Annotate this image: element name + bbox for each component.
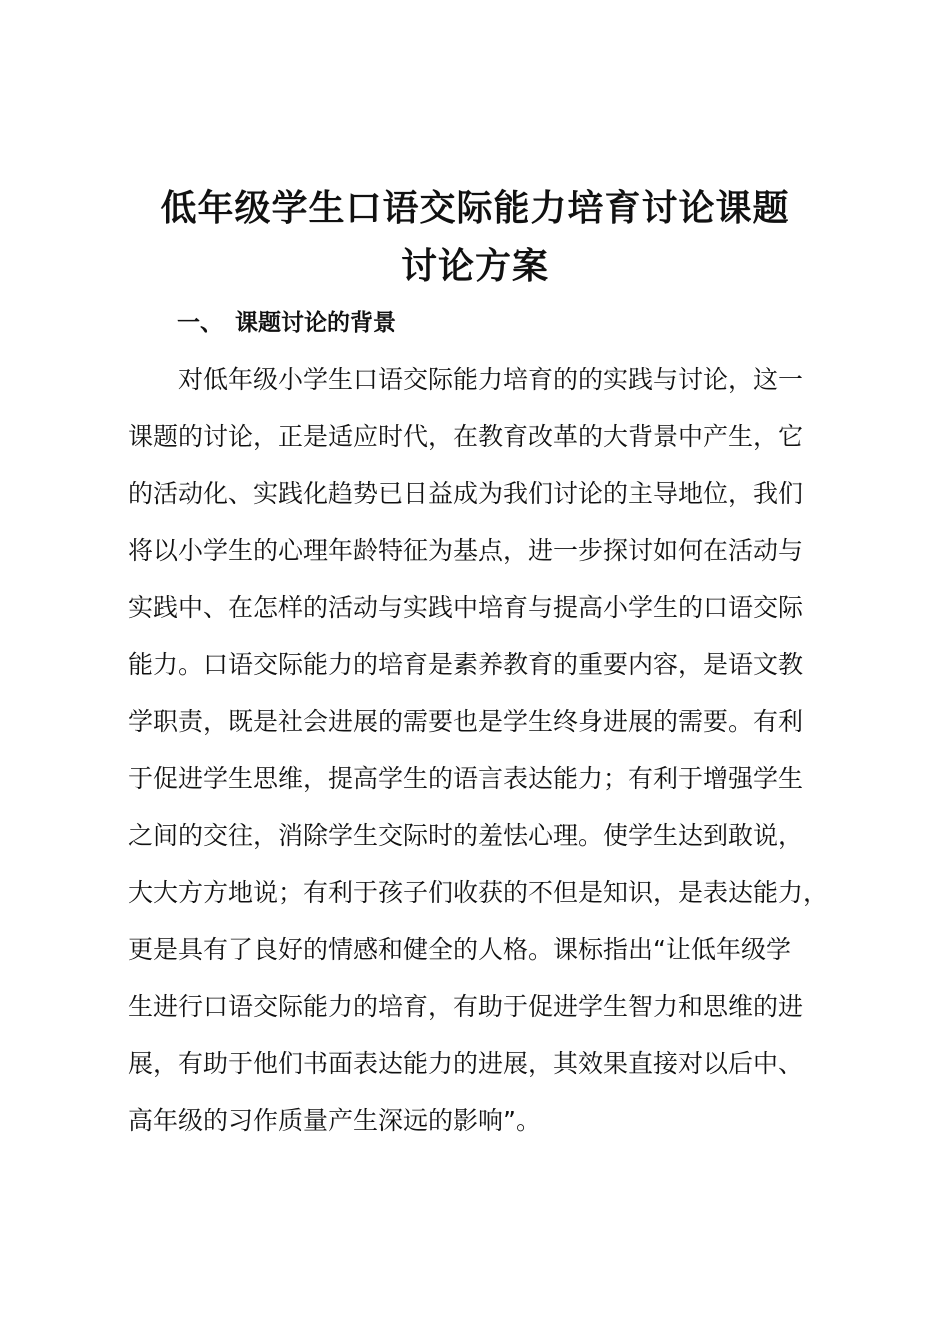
- paragraph-line: 能力。口语交际能力的培育是素养教育的重要内容，是语文教: [128, 650, 804, 679]
- paragraph-line: 于促进学生思维，提高学生的语言表达能力；有利于增强学生: [128, 764, 804, 793]
- paragraph-line: 课题的讨论，正是适应时代，在教育改革的大背景中产生，它: [128, 422, 804, 451]
- section-number: 一、: [177, 310, 223, 336]
- section-heading-text: 课题讨论的背景: [235, 310, 396, 336]
- paragraph-line: 生进行口语交际能力的培育，有助于促进学生智力和思维的进: [128, 992, 804, 1021]
- paragraph-line: 的活动化、实践化趋势已日益成为我们讨论的主导地位，我们: [128, 479, 804, 508]
- paragraph-line: 将以小学生的心理年龄特征为基点，进一步探讨如何在活动与: [128, 536, 804, 565]
- paragraph-line: 学职责，既是社会进展的需要也是学生终身进展的需要。有利: [128, 707, 804, 736]
- document-title-line-2: 讨论方案: [400, 245, 549, 287]
- paragraph-line: 更是具有了良好的情感和健全的人格。课标指出“让低年级学: [128, 935, 791, 964]
- paragraph-line: 展，有助于他们书面表达能力的进展，其效果直接对以后中、: [128, 1049, 804, 1078]
- paragraph-line: 对低年级小学生口语交际能力培育的的实践与讨论，这一: [128, 365, 804, 394]
- paragraph-line: 之间的交往，消除学生交际时的羞怯心理。使学生达到敢说，: [128, 821, 804, 850]
- paragraph-line: 大大方方地说；有利于孩子们收获的不但是知识，是表达能力，: [128, 878, 829, 907]
- paragraph-line: 实践中、在怎样的活动与实践中培育与提高小学生的口语交际: [128, 593, 804, 622]
- document-title-line-1: 低年级学生口语交际能力培育讨论课题: [160, 187, 790, 229]
- section-heading: [177, 304, 396, 337]
- paragraph-line: 高年级的习作质量产生深远的影响”。: [128, 1106, 541, 1135]
